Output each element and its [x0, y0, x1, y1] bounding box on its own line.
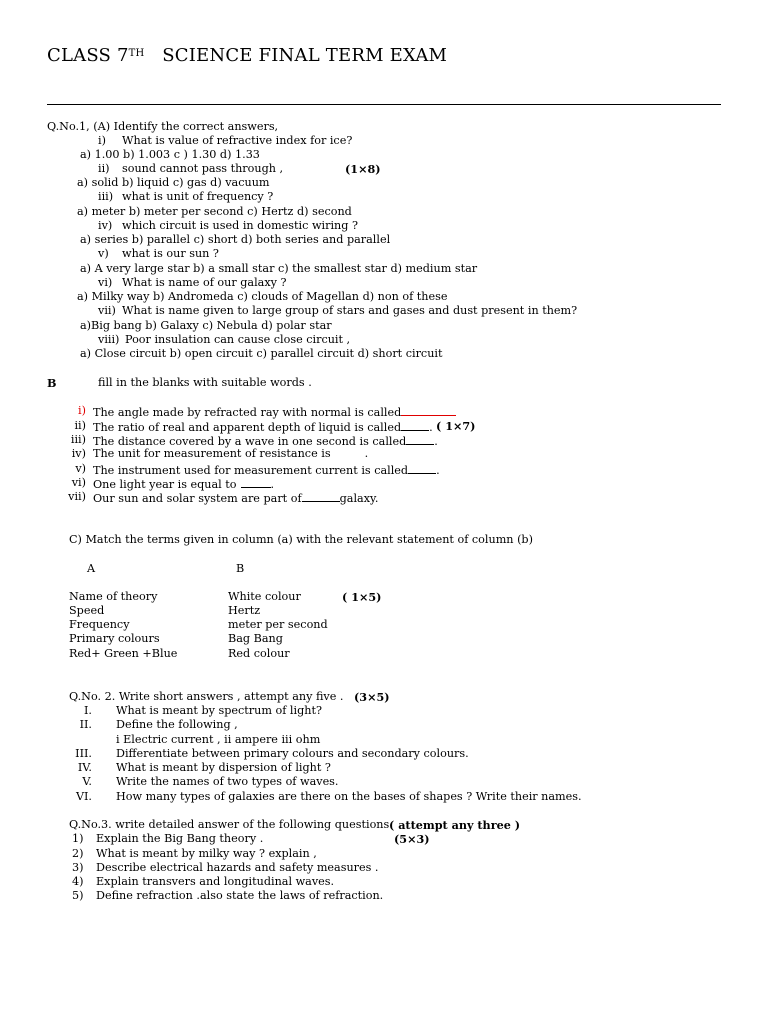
- long-q-text: What is meant by milky way ? explain ,: [96, 847, 317, 860]
- section-c-marks: ( 1×5): [342, 590, 382, 604]
- blank-item: [93, 490, 378, 506]
- mcq-question: what is our sun ?: [122, 247, 219, 260]
- mcq-number: v): [98, 247, 109, 260]
- mcq-options: a) meter b) meter per second c) Hertz d) second: [77, 205, 352, 218]
- match-statement: White colour: [228, 590, 301, 603]
- short-q-text: What is meant by spectrum of light?: [116, 704, 322, 717]
- blank-text: The instrument used for measurement current is called: [93, 464, 409, 477]
- mcq-options: a) 1.00 b) 1.003 c ) 1.30 d) 1.33: [80, 148, 260, 161]
- match-statement: meter per second: [228, 618, 328, 631]
- section-c-heading: C) Match the terms given in column (a) with the relevant statement of column (b): [69, 533, 533, 546]
- short-q-number: VI.: [75, 790, 92, 803]
- long-q-text: Explain transvers and longitudinal waves.: [96, 875, 335, 888]
- blank-number: iv): [71, 447, 86, 460]
- column-a-header: A: [87, 562, 96, 575]
- mcq-options: a) Milky way b) Andromeda c) clouds of Magellan d) non of these: [77, 290, 448, 303]
- blank-tail: .: [429, 421, 433, 434]
- mcq-question: sound cannot pass through ,: [122, 162, 284, 175]
- blank-number: vii): [68, 490, 86, 503]
- short-q-number: III.: [75, 747, 92, 760]
- short-q-number: IV.: [77, 761, 92, 774]
- mcq-number: i): [98, 134, 106, 147]
- match-term: Red+ Green +Blue: [69, 647, 178, 660]
- answer-blank[interactable]: [408, 462, 436, 474]
- short-q-number: II.: [79, 718, 92, 731]
- long-q-number: 2): [72, 847, 84, 860]
- mcq-options: a)Big bang b) Galaxy c) Nebula d) polar star: [80, 319, 332, 332]
- q3-attempt-note: ( attempt any three ): [389, 818, 521, 832]
- q3-heading: Q.No.3. write detailed answer of the following questions: [69, 818, 390, 831]
- mcq-question: What is name given to large group of stars and gases and dust present in them?: [122, 304, 578, 317]
- long-q-number: 1): [72, 832, 84, 845]
- blank-text: Our sun and solar system are part of: [93, 492, 302, 505]
- match-term: Speed: [69, 604, 105, 617]
- blank-item: [93, 404, 456, 420]
- q2-heading: Q.No. 2. Write short answers , attempt any five .: [69, 690, 344, 703]
- mcq-number: iv): [98, 219, 113, 232]
- blank-tail: .: [434, 435, 438, 448]
- mcq-question: What is value of refractive index for ice?: [122, 134, 353, 147]
- answer-blank[interactable]: [302, 490, 340, 502]
- long-q-text: Explain the Big Bang theory .: [96, 832, 264, 845]
- blank-tail: galaxy.: [339, 492, 379, 505]
- match-statement: Hertz: [228, 604, 261, 617]
- long-q-number: 5): [72, 889, 84, 902]
- q1-marks: (1×8): [345, 162, 381, 176]
- long-q-number: 3): [72, 861, 84, 874]
- q3-marks: (5×3): [394, 832, 430, 846]
- long-q-text: Define refraction .also state the laws of refraction.: [96, 889, 384, 902]
- exam-name: SCIENCE FINAL TERM EXAM: [162, 45, 448, 66]
- mcq-question: What is name of our galaxy ?: [122, 276, 287, 289]
- match-statement: Red colour: [228, 647, 290, 660]
- mcq-number: ii): [98, 162, 110, 175]
- short-q-number: I.: [84, 704, 92, 717]
- short-q-subtext: i Electric current , ii ampere iii ohm: [116, 733, 321, 746]
- blank-text: The distance covered by a wave in one second is called: [93, 435, 407, 448]
- answer-blank[interactable]: [401, 419, 429, 431]
- short-q-text: Define the following ,: [116, 718, 238, 731]
- blank-number: v): [75, 462, 86, 475]
- q1-heading: Q.No.1, (A) Identify the correct answers,: [47, 120, 279, 133]
- short-q-text: Write the names of two types of waves.: [116, 775, 339, 788]
- match-term: Frequency: [69, 618, 130, 631]
- short-q-text: Differentiate between primary colours and secondary colours.: [116, 747, 469, 760]
- blank-number: ii): [74, 419, 86, 432]
- answer-blank[interactable]: [406, 433, 434, 445]
- match-statement: Bag Bang: [228, 632, 283, 645]
- match-term: Primary colours: [69, 632, 160, 645]
- mcq-options: a) series b) parallel c) short d) both series and parallel: [80, 233, 391, 246]
- mcq-question: what is unit of frequency ?: [122, 190, 274, 203]
- mcq-options: a) A very large star b) a small star c) the smallest star d) medium star: [80, 262, 478, 275]
- blank-item: [93, 447, 368, 461]
- class-superscript: TH: [128, 48, 145, 59]
- blank-tail: .: [364, 447, 369, 460]
- exam-title: [47, 45, 447, 67]
- section-b-label: B: [47, 376, 57, 390]
- match-term: Name of theory: [69, 590, 158, 603]
- column-b-header: B: [236, 562, 245, 575]
- blank-tail: .: [270, 478, 275, 491]
- blank-number: vi): [71, 476, 86, 489]
- mcq-question: which circuit is used in domestic wiring ?: [122, 219, 358, 232]
- class-label: CLASS 7: [47, 45, 129, 66]
- blank-number: iii): [70, 433, 86, 446]
- short-q-text: How many types of galaxies are there on the bases of shapes ? Write their names.: [116, 790, 582, 803]
- section-b-marks: ( 1×7): [436, 419, 476, 433]
- blank-text: One light year is equal to: [93, 478, 237, 491]
- mcq-number: vi): [98, 276, 113, 289]
- blank-tail: .: [436, 464, 440, 477]
- short-q-number: V.: [82, 775, 92, 788]
- section-b-heading: fill in the blanks with suitable words .: [98, 376, 312, 389]
- mcq-number: viii): [98, 333, 120, 346]
- long-q-number: 4): [72, 875, 84, 888]
- mcq-number: iii): [98, 190, 114, 203]
- mcq-number: vii): [98, 304, 116, 317]
- mcq-options: a) solid b) liquid c) gas d) vacuum: [77, 176, 270, 189]
- header-divider: [47, 104, 721, 105]
- answer-blank[interactable]: [401, 404, 456, 416]
- short-q-text: What is meant by dispersion of light ?: [116, 761, 331, 774]
- blank-text: The unit for measurement of resistance is: [93, 447, 331, 460]
- blank-text: The angle made by refracted ray with normal is called: [93, 406, 402, 419]
- mcq-question: Poor insulation can cause close circuit ,: [125, 333, 351, 346]
- blank-number: i): [78, 404, 86, 417]
- q2-marks: (3×5): [354, 690, 390, 704]
- long-q-text: Describe electrical hazards and safety measures .: [96, 861, 379, 874]
- blank-text: The ratio of real and apparent depth of liquid is called: [93, 421, 402, 434]
- answer-blank[interactable]: [241, 476, 271, 488]
- mcq-options: a) Close circuit b) open circuit c) parallel circuit d) short circuit: [80, 347, 443, 360]
